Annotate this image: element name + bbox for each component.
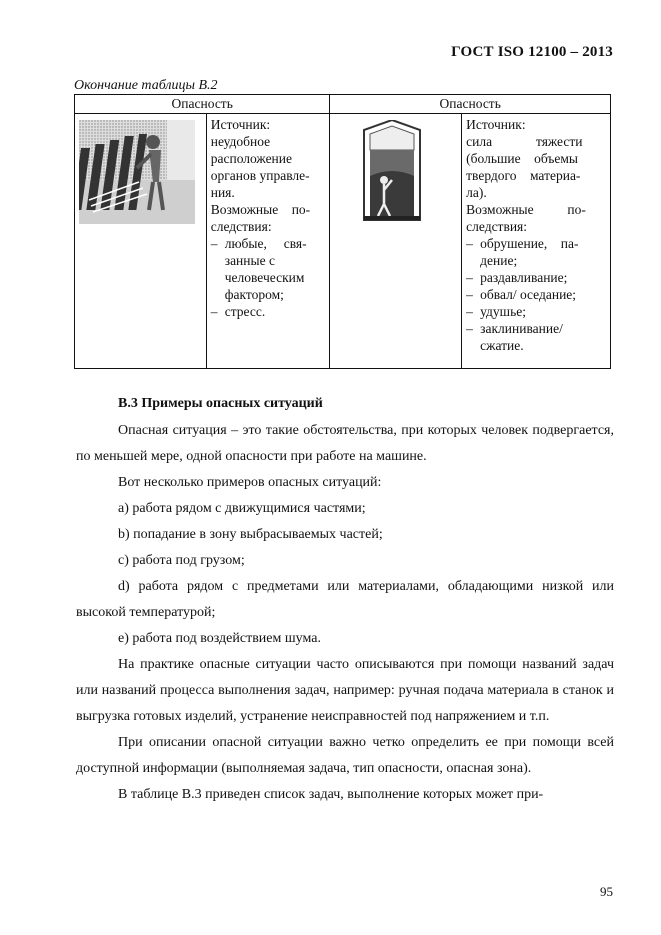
column-header-right: Опасность: [330, 95, 611, 114]
list-item-continuation: занные с: [224, 253, 275, 268]
consequences-label-right-2: следствия:: [466, 219, 528, 234]
list-item: – любые, свя-: [211, 235, 327, 252]
source-line: твердого материа-: [466, 168, 581, 183]
document-header: ГОСТ ISO 12100 – 2013: [451, 44, 613, 60]
list-item-d: d) работа рядом с предметами или материалами, обладающими низкой или высокой температурой;: [76, 579, 614, 620]
column-header-left: Опасность: [75, 95, 330, 114]
hazard-text-cell-left: [206, 114, 330, 369]
source-label-left: Источник:: [210, 117, 271, 132]
list-item: – заклинивание/: [466, 320, 607, 337]
source-line: расположение: [210, 151, 292, 166]
hazard-image-cell-left: [75, 114, 207, 369]
consequences-label-left-2: следствия:: [210, 219, 272, 234]
consequences-label-right: Возможные по-: [466, 202, 586, 217]
list-item: – стресс.: [211, 303, 327, 320]
list-item: – обвал/ оседание;: [466, 286, 607, 303]
ergonomic-hazard-pictogram: [79, 120, 195, 224]
section-title: В.3 Примеры опасных ситуаций: [118, 396, 323, 411]
hazard-table: [74, 94, 611, 369]
gravity-hazard-pictogram: [334, 120, 450, 224]
table-caption: Окончание таблицы В.2: [74, 78, 218, 93]
list-item-continuation: фактором;: [224, 287, 284, 302]
paragraph: На практике опасные ситуации часто описываются при помощи названий задач или названий процесса выполнения задач, например: ручная подача материала в станок и выгрузка готовых изделий, устранение неисправностей под напряжением и т.п.: [76, 657, 614, 724]
list-item-continuation: сжатие.: [480, 338, 524, 353]
source-line: органов управле-: [210, 168, 310, 183]
paragraph: Опасная ситуация – это такие обстоятельства, при которых человек подвергается, по меньшей мере, одной опасности при работе на машине.: [76, 423, 614, 464]
source-label-right: Источник:: [466, 117, 526, 132]
list-item-b: b) попадание в зону выбрасываемых частей;: [118, 527, 383, 542]
list-item-continuation: человеческим: [224, 270, 305, 285]
page-number: 95: [600, 884, 613, 899]
source-line: (большие объемы: [466, 151, 578, 166]
source-line: сила тяжести: [466, 134, 583, 149]
source-line: ния.: [210, 185, 235, 200]
source-line: неудобное: [210, 134, 271, 149]
consequences-list-left: [211, 235, 327, 320]
list-item-c: c) работа под грузом;: [118, 553, 245, 568]
list-item-e: e) работа под воздействием шума.: [118, 631, 321, 646]
list-item: – раздавливание;: [466, 269, 607, 286]
paragraph: При описании опасной ситуации важно четко определить ее при помощи всей доступной информации (выполняемая задача, тип опасности, опасная зона).: [76, 735, 614, 776]
list-item-continuation: дение;: [480, 253, 518, 268]
list-item: – обрушение, па-: [466, 235, 607, 252]
paragraph: В таблице В.3 приведен список задач, выполнение которых может при-: [118, 787, 544, 802]
consequences-list-right: [466, 235, 607, 354]
consequences-label-left: Возможные по-: [210, 202, 311, 217]
hazard-text-cell-right: [462, 114, 611, 369]
list-item: – удушье;: [466, 303, 607, 320]
paragraph: Вот несколько примеров опасных ситуаций:: [118, 475, 382, 490]
hazard-image-cell-right: [330, 114, 462, 369]
list-item-a: a) работа рядом с движущимися частями;: [118, 501, 366, 516]
body-text: [76, 418, 614, 808]
source-line: ла).: [466, 185, 487, 200]
